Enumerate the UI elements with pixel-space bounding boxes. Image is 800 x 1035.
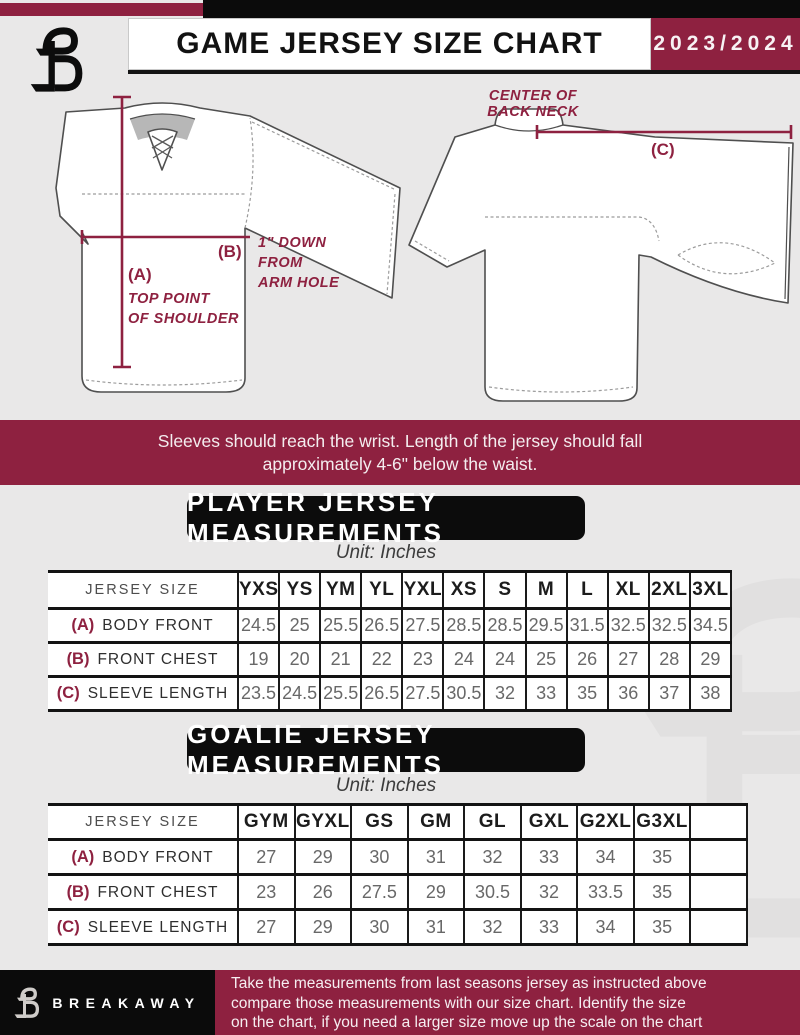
- measurement-value: 38: [690, 677, 731, 711]
- measurement-name: BODY FRONT: [102, 848, 214, 866]
- measurement-value: 31: [408, 910, 465, 945]
- measurement-value: 24.5: [279, 677, 320, 711]
- label-b: (B): [218, 242, 242, 261]
- measurement-value: 24: [484, 643, 525, 677]
- measurement-value: 21: [320, 643, 361, 677]
- note-b-line3: ARM HOLE: [258, 275, 340, 291]
- measurement-value: 27: [608, 643, 649, 677]
- measurement-value: 19: [238, 643, 279, 677]
- top-maroon-strip: [0, 3, 203, 16]
- measurement-name: BODY FRONT: [102, 617, 214, 634]
- measurement-row: [48, 677, 731, 711]
- measurement-value: 23.5: [238, 677, 279, 711]
- header-underline: [128, 70, 800, 74]
- size-column-header: YL: [361, 572, 402, 609]
- size-column-header: S: [484, 572, 525, 609]
- size-column-header: GYXL: [295, 805, 352, 840]
- size-column-header: 2XL: [649, 572, 690, 609]
- measurement-letter: (A): [71, 847, 95, 866]
- fit-instructions-line1: Sleeves should reach the wrist. Length of the jersey should fall: [157, 430, 643, 451]
- page-title-box: [128, 18, 651, 70]
- measurement-value: [690, 910, 747, 945]
- measurement-value: 24.5: [238, 609, 279, 643]
- measurement-name: FRONT CHEST: [97, 883, 219, 901]
- measurement-row: [48, 609, 731, 643]
- measurement-value: 32: [484, 677, 525, 711]
- measurement-value: 34: [577, 910, 634, 945]
- measurement-value: 32.5: [649, 609, 690, 643]
- size-column-header: G2XL: [577, 805, 634, 840]
- size-column-header: YXL: [402, 572, 443, 609]
- size-column-header: YXS: [238, 572, 279, 609]
- breakaway-footer-logo-icon: [14, 985, 41, 1021]
- measurement-row: [48, 910, 747, 945]
- goalie-section-title: GOALIE JERSEY MEASUREMENTS: [187, 719, 445, 780]
- measurement-value: 31.5: [567, 609, 608, 643]
- season-badge: [651, 18, 800, 70]
- measurement-value: 33: [521, 840, 578, 875]
- goalie-unit-label: Unit: Inches: [335, 775, 437, 796]
- goalie-section-header: [187, 719, 585, 780]
- top-black-bar: [203, 0, 800, 18]
- measurement-value: 25: [279, 609, 320, 643]
- measurement-value: 32: [521, 875, 578, 910]
- measurement-value: 32: [464, 840, 521, 875]
- size-column-header: G3XL: [634, 805, 691, 840]
- measurement-value: 30.5: [464, 875, 521, 910]
- note-a-line1: TOP POINT: [128, 291, 210, 307]
- measurement-value: 26.5: [361, 609, 402, 643]
- measurement-row: [48, 840, 747, 875]
- measurement-value: 28.5: [443, 609, 484, 643]
- measurement-value: 37: [649, 677, 690, 711]
- measurement-value: 23: [402, 643, 443, 677]
- player-section-title: PLAYER JERSEY MEASUREMENTS: [187, 487, 445, 548]
- back-jersey-outline: [409, 109, 793, 401]
- measurement-value: 36: [608, 677, 649, 711]
- fit-instructions-banner: [0, 420, 800, 485]
- measurement-value: 26.5: [361, 677, 402, 711]
- label-a: (A): [128, 265, 152, 284]
- footer-line3: on the chart, if you need a larger size move up the scale on the chart: [231, 1014, 703, 1031]
- jersey-size-header: JERSEY SIZE: [48, 805, 238, 840]
- measurement-value: 26: [567, 643, 608, 677]
- jersey-size-header: JERSEY SIZE: [48, 572, 238, 609]
- measurement-name: SLEEVE LENGTH: [87, 918, 229, 936]
- size-column-header: GM: [408, 805, 465, 840]
- measurement-letter: (C): [56, 684, 80, 702]
- size-column-header: GS: [351, 805, 408, 840]
- measurement-value: 29: [408, 875, 465, 910]
- size-column-header: YS: [279, 572, 320, 609]
- measurement-value: 33.5: [577, 875, 634, 910]
- measurement-value: 27: [238, 910, 295, 945]
- size-column-header: XL: [608, 572, 649, 609]
- size-column-header: GYM: [238, 805, 295, 840]
- measurement-value: 35: [634, 875, 691, 910]
- measurement-value: 34.5: [690, 609, 731, 643]
- player-measurements-table: [48, 570, 732, 712]
- fit-instructions-line2: approximately 4-6" below the waist.: [262, 453, 538, 474]
- measurement-value: 27.5: [351, 875, 408, 910]
- footer-brand-block: [0, 970, 215, 1035]
- measurement-letter: (A): [71, 616, 95, 634]
- size-header-row: [48, 805, 747, 840]
- measurement-value: 27.5: [402, 609, 443, 643]
- page-title: GAME JERSEY SIZE CHART: [176, 27, 603, 60]
- measurement-value: 30: [351, 840, 408, 875]
- measurement-row: [48, 875, 747, 910]
- note-b-line1: 1" DOWN: [258, 235, 327, 251]
- measurement-value: 30.5: [443, 677, 484, 711]
- size-column-header: GL: [464, 805, 521, 840]
- measurement-value: 33: [526, 677, 567, 711]
- size-column-header: XS: [443, 572, 484, 609]
- measurement-row-label: [48, 875, 238, 910]
- measurement-value: 28.5: [484, 609, 525, 643]
- size-column-header: YM: [320, 572, 361, 609]
- measurement-value: 25.5: [320, 609, 361, 643]
- measurement-value: 32: [464, 910, 521, 945]
- measurement-letter: (B): [66, 882, 90, 901]
- footer-line1: Take the measurements from last seasons jersey as instructed above: [231, 975, 707, 992]
- measurement-value: 35: [634, 910, 691, 945]
- measurement-value: 27: [238, 840, 295, 875]
- brand-name: BREAKAWAY: [52, 994, 201, 1011]
- size-column-header: 3XL: [690, 572, 731, 609]
- measurement-row-label: [48, 643, 238, 677]
- measurement-row: [48, 643, 731, 677]
- measurement-value: 22: [361, 643, 402, 677]
- measurement-value: 32.5: [608, 609, 649, 643]
- size-column-header: [690, 805, 747, 840]
- measurement-value: 35: [567, 677, 608, 711]
- back-jersey-diagram: [393, 85, 800, 415]
- measurement-value: [690, 840, 747, 875]
- measurement-letter: (C): [56, 917, 80, 936]
- measurement-value: 29: [295, 840, 352, 875]
- measurement-letter: (B): [66, 650, 90, 668]
- player-section-header: [187, 487, 585, 548]
- measurement-value: 35: [634, 840, 691, 875]
- season-label: 2023/2024: [653, 32, 798, 55]
- measurement-name: FRONT CHEST: [97, 651, 219, 668]
- measurement-value: 25.5: [320, 677, 361, 711]
- measurement-value: 23: [238, 875, 295, 910]
- measurement-value: 28: [649, 643, 690, 677]
- measurement-value: 20: [279, 643, 320, 677]
- goalie-measurements-table: [48, 803, 748, 946]
- note-c-line1: CENTER OF: [488, 88, 578, 104]
- measurement-value: 24: [443, 643, 484, 677]
- measurement-row-label: [48, 840, 238, 875]
- measurement-name: SLEEVE LENGTH: [87, 685, 229, 702]
- measurement-value: [690, 875, 747, 910]
- measurement-value: 26: [295, 875, 352, 910]
- size-column-header: M: [526, 572, 567, 609]
- measurement-row-label: [48, 677, 238, 711]
- front-jersey-diagram: [52, 90, 402, 410]
- measurement-value: 29.5: [526, 609, 567, 643]
- footer-instructions: [215, 970, 800, 1035]
- note-a-line2: OF SHOULDER: [128, 311, 240, 327]
- note-b-line2: FROM: [258, 255, 303, 271]
- measurement-value: 34: [577, 840, 634, 875]
- measurement-value: 33: [521, 910, 578, 945]
- label-c: (C): [651, 140, 675, 159]
- size-column-header: L: [567, 572, 608, 609]
- measurement-value: 25: [526, 643, 567, 677]
- footer-line2: compare those measurements with our size chart. Identify the size: [231, 994, 686, 1012]
- size-column-header: GXL: [521, 805, 578, 840]
- measurement-value: 31: [408, 840, 465, 875]
- measurement-value: 30: [351, 910, 408, 945]
- measurement-value: 29: [295, 910, 352, 945]
- player-unit-label: Unit: Inches: [335, 542, 437, 563]
- measurement-row-label: [48, 609, 238, 643]
- measurement-row-label: [48, 910, 238, 945]
- note-c-line2: BACK NECK: [487, 104, 579, 120]
- measurement-value: 29: [690, 643, 731, 677]
- measurement-value: 27.5: [402, 677, 443, 711]
- size-header-row: [48, 572, 731, 609]
- breakaway-logo-icon: [28, 22, 88, 98]
